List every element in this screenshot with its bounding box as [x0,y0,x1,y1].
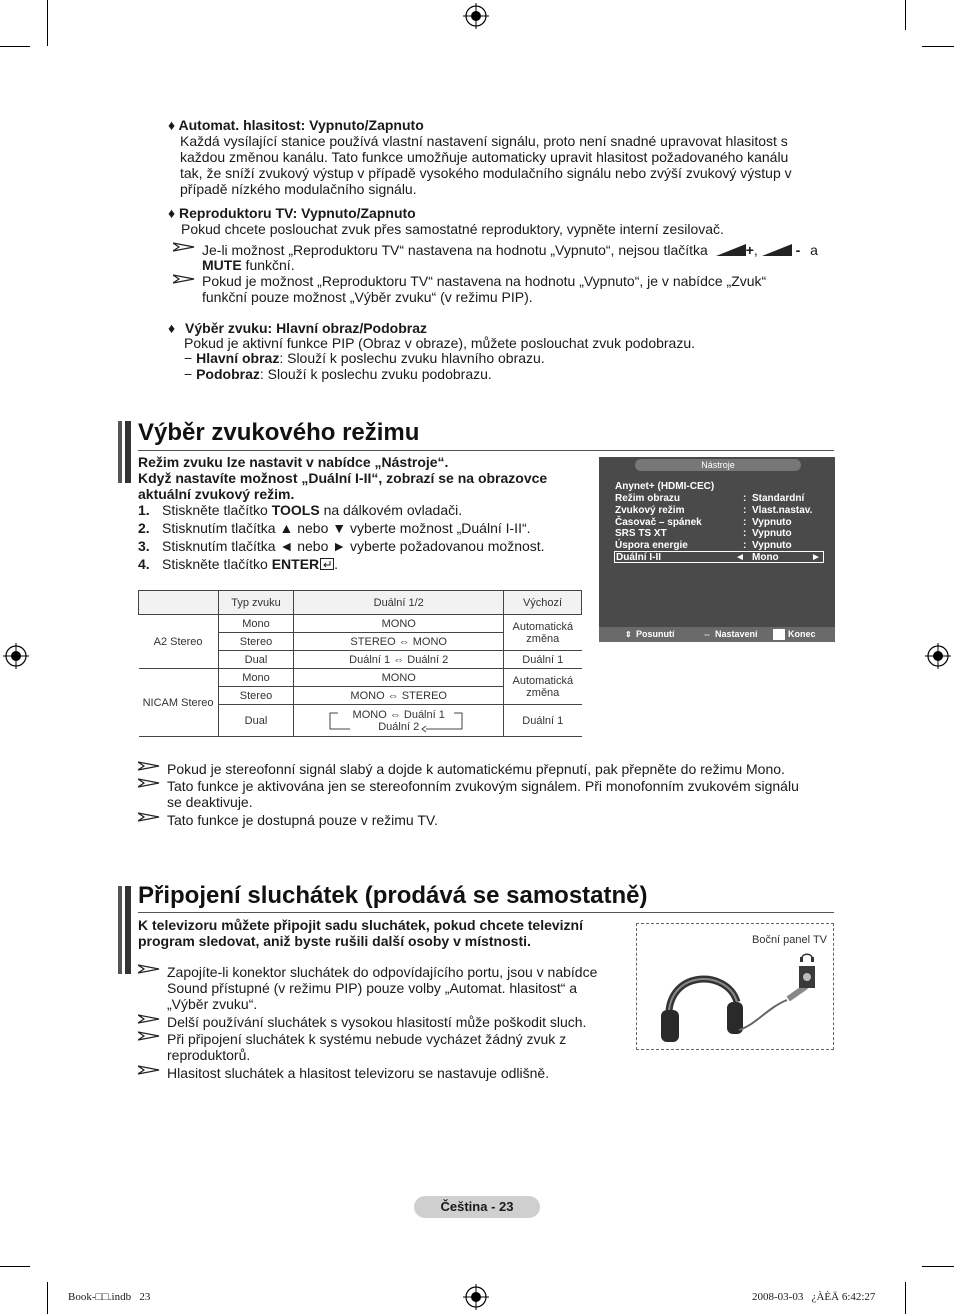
note-icon [173,242,195,252]
note-icon [138,964,160,974]
note-text: funkční. [241,257,295,273]
crop-mark [0,46,30,47]
note-icon [173,274,195,284]
type-cell: Mono [218,669,294,687]
menu-item-label: Časovač – spánek [615,517,702,528]
intro-line: aktuální zvukový režim. [138,486,295,502]
type-cell: Dual [218,651,294,669]
section-heading: Připojení sluchátek (prodává se samostatně) [138,882,648,909]
text-line: Každá vysílající stanice používá vlastní nastavení signálu, proto není snadné upravovat hlasitost s [180,133,788,149]
sound-mode-table [138,590,582,737]
auto-line: Automatická [512,674,574,687]
headphone-figure [636,923,834,1050]
step-text: Stiskněte tlačítko [162,502,272,518]
sound-select-sub1 [184,350,545,366]
menu-title-pill [635,459,801,471]
heading-rule [138,450,834,451]
exit-box-icon [773,629,785,640]
note-text: Tato funkce je dostupná pouze v režimu TV. [167,812,438,828]
menu-item-value: Vlast.nastav. [752,505,813,516]
dual-cell: MONO [294,615,504,633]
step [138,502,545,520]
menu-item-label: Úspora energie [615,540,688,551]
registration-mark-icon [3,643,29,669]
crop-mark [0,1266,30,1267]
menu-footer [599,627,835,642]
step-num: 3. [138,538,150,554]
volume-ramp-icon [762,244,792,256]
default-cell: Duální 1 [504,705,582,737]
step-text: Stisknutím tlačítka ▲ nebo ▼ vyberte možnost „Duální I-II“. [162,520,531,536]
note-icon [138,778,160,788]
note-line: Při připojení sluchátek k systému nebude vycházet žádný zvuk z [167,1031,567,1047]
note-icon [138,761,160,771]
menu-item-value: Vypnuto [752,528,792,539]
dual-cell: Duální 1 ⇔ Duální 2 [294,651,504,669]
heading-bar [125,421,131,483]
footer-date: 2008-03-03 ¿ÀÈÄ 6:42:27 [752,1291,876,1303]
note-text [167,964,597,1012]
table-header: Duální 1/2 [294,591,504,615]
heading-bar [118,421,122,483]
page-number: Čeština - 23 [440,1199,514,1214]
menu-item-value: Vypnuto [752,517,792,528]
step-bold: TOOLS [271,502,320,518]
tv-speaker-note-1b [202,257,295,273]
sound-select-title [168,320,427,336]
menu-item-label: Anynet+ (HDMI-CEC) [615,481,715,492]
default-cell [504,615,582,651]
dash: − [184,350,193,366]
enter-icon [320,558,334,570]
note-text [167,778,799,810]
left-arrow-icon[interactable]: ◄ [735,552,745,563]
heading-bar [118,886,122,974]
menu-sep: : [743,493,747,504]
tv-speaker-note-1 [202,242,842,258]
standard-cell: NICAM Stereo [139,669,219,737]
note-line: se deaktivuje. [167,794,253,810]
auto-line: Automatická [512,620,574,633]
menu-item-label: SRS TS XT [615,528,667,539]
leftright-icon: ⇔ [703,630,711,639]
menu-item-label: Režim obrazu [615,493,681,504]
table-row [139,669,582,687]
term-text: : Slouží k poslechu zvuku podobrazu. [259,366,492,382]
headphones-icon [647,950,827,1046]
note-text: Hlasitost sluchátek a hlasitost televizoru se nastavuje odlišně. [167,1065,550,1081]
note-line: Tato funkce je aktivována jen se stereofonním zvukovým signálem. Při monofonním zvukovém signálu [167,778,799,794]
minus-label: - [795,242,801,258]
plus-label: + [745,242,754,258]
section-heading: Výběr zvukového režimu [138,419,420,446]
registration-mark-icon [463,3,489,29]
text-line: každou změnou kanálu. Tato funkce umožňuje automaticky upravit hlasitost požadovaného kanálu [180,149,789,165]
menu-item[interactable] [615,481,821,493]
step-text: Stisknutím tlačítka ◄ nebo ► vyberte požadovanou možnost. [162,538,545,554]
footer-exit: Konec [788,629,816,639]
auto-line: změna [526,632,560,645]
menu-sep: : [743,505,747,516]
note-text: Delší používání sluchátek s vysokou hlasitostí může poškodit sluch. [167,1014,587,1030]
note-line: Sound přístupné (v režimu PIP) pouze volby „Automat. hlasitost“ a [167,980,578,996]
title-text: Výběr zvuku: Hlavní obraz/Podobraz [185,320,427,336]
menu-item-value: Standardní [752,493,805,504]
table-header [139,591,219,615]
bold-term: Podobraz [196,366,260,382]
step-bold: ENTER [271,556,320,572]
tools-osd-menu [599,457,835,642]
step [138,538,545,556]
dual-cell: MONO ⇔ STEREO [294,687,504,705]
menu-item-selected[interactable] [614,551,824,563]
menu-sep: : [743,517,747,528]
auto-line: změna [526,686,560,699]
dual-cell: MONO [294,669,504,687]
bold-term: Hlavní obraz [196,350,280,366]
note-line: „Výběr zvuku“. [167,996,258,1012]
step-text: . [334,556,339,572]
step [138,520,545,538]
dual-cell [294,705,504,737]
table-row [139,615,582,633]
dash: − [184,366,193,382]
text-line: tak, že sníží zvukový výstup v případě vysokého modulačního signálu nebo zvýší zvukový výstup v [180,165,792,181]
default-cell [504,669,582,705]
intro-line: K televizoru můžete připojit sadu sluchátek, pokud chcete televizní [138,917,583,933]
intro-line: program sledovat, aniž byste rušili další osoby v místnosti. [138,933,531,949]
menu-item-value: Vypnuto [752,540,792,551]
dual-cell: STEREO ⇔ MONO [294,633,504,651]
crop-mark [922,46,954,47]
tv-speaker-note-2 [202,273,766,305]
note-icon [138,1065,160,1075]
note-icon [138,1014,160,1024]
section-intro [138,454,547,502]
note-icon [138,812,160,822]
section-intro [138,917,583,949]
automat-volume-title: ♦ Automat. hlasitost: Vypnuto/Zapnuto [168,117,424,133]
step-num: 4. [138,556,150,572]
note-icon [138,1031,160,1041]
side-panel-label: Boční panel TV [751,934,827,946]
note-line: Zapojíte-li konektor sluchátek do odpovídajícího portu, jsou v nabídce [167,964,598,980]
tv-speaker-title: ♦ Reproduktoru TV: Vypnuto/Zapnuto [168,205,416,221]
cycle-bracket-icon [326,709,466,733]
crop-mark [47,0,48,46]
sound-select-sub2 [184,366,492,382]
note-text: Je-li možnost „Reproduktoru TV“ nastavena na hodnotu „Vypnuto“, nejsou tlačítka [202,242,708,258]
step-num: 1. [138,502,150,518]
dual-line: Duální 2 [378,720,420,733]
updown-icon: ⇕ [625,630,632,639]
type-cell: Mono [218,615,294,633]
steps-list [138,502,545,574]
step-text: Stiskněte tlačítko [162,556,272,572]
note-text: Pokud je možnost „Reproduktoru TV“ nastavena na hodnotu „Vypnuto“, je v nabídce „Zvuk“ [202,273,767,289]
menu-item-label: Duální I-II [616,552,661,563]
footer-adjust: Nastavení [715,629,758,639]
sound-select-text: Pokud je aktivní funkce PIP (Obraz v obraze), můžete poslouchat zvuk podobrazu. [184,335,696,351]
volume-ramp-icon [716,244,746,256]
intro-line: Režim zvuku lze nastavit v nabídce „Nástroje“. [138,454,449,470]
tv-speaker-text: Pokud chcete poslouchat zvuk přes samostatné reproduktory, vypněte interní zesilovač. [181,221,724,237]
heading-rule [138,912,834,913]
type-cell: Dual [218,705,294,737]
footer-move: Posunutí [636,629,675,639]
type-cell: Stereo [218,687,294,705]
menu-title: Nástroje [701,460,735,470]
step-text: na dálkovém ovladači. [319,502,463,518]
type-cell: Stereo [218,633,294,651]
default-cell: Duální 1 [504,651,582,669]
table-header: Typ zvuku [218,591,294,615]
menu-item[interactable] [615,528,821,540]
registration-mark-icon [925,643,951,669]
menu-item-label: Zvukový režim [615,505,685,516]
note-text: Pokud je stereofonní signál slabý a dojde k automatickému přepnutí, pak přepněte do režimu Mono. [167,761,785,777]
page-number-pill [414,1196,540,1218]
text-line: případě nízkého modulačního signálu. [180,181,417,197]
note-text: funkční pouze možnost „Výběr zvuku“ (v režimu PIP). [202,289,533,305]
menu-item[interactable] [615,493,821,505]
note-line: reproduktorů. [167,1047,251,1063]
bullet: ♦ [168,320,176,336]
menu-item-value: Mono [752,552,779,563]
menu-item[interactable] [615,505,821,517]
crop-mark [905,0,906,30]
standard-cell: A2 Stereo [139,615,219,669]
right-arrow-icon[interactable]: ► [811,552,821,563]
menu-sep: : [743,540,747,551]
step [138,556,545,574]
note-text [167,1031,566,1063]
crop-mark [905,1282,906,1314]
step-num: 2. [138,520,150,536]
menu-sep: : [743,528,747,539]
comma: , [753,242,758,258]
crop-mark [47,1282,48,1314]
table-header: Výchozí [504,591,582,615]
registration-mark-icon [463,1284,489,1310]
heading-bar [125,886,131,974]
term-text: : Slouží k poslechu zvuku hlavního obrazu. [279,350,545,366]
intro-line: Když nastavíte možnost „Duální I-II“, zobrazí se na obrazovce [138,470,548,486]
mute-label: MUTE [202,257,242,273]
footer-file: Book-□□.indb 23 [68,1291,151,1303]
automat-volume-text [180,133,792,197]
dual-line: MONO ⇔ Duální 1 [352,708,445,721]
crop-mark [922,1266,954,1267]
and-word: a [810,242,818,258]
